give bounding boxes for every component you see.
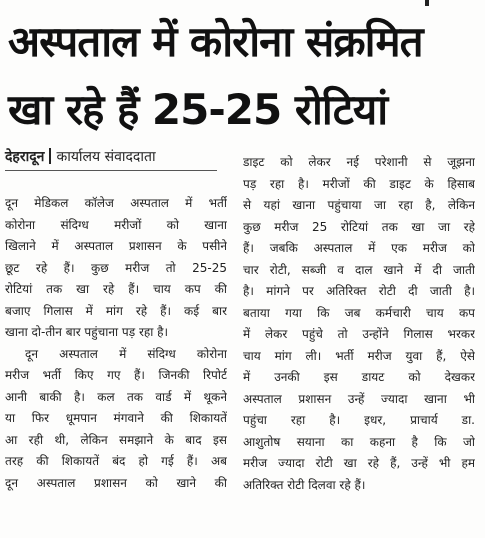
article-paragraph-2-body bbox=[5, 365, 227, 494]
text-line: तरह की शिकायतें बंद हो गई हैं। अब bbox=[5, 454, 227, 468]
headline-line-2: खा रहे हैं 25-25 रोटियां bbox=[8, 85, 388, 134]
text-line: आ रही थी, लेकिन समझाने के बाद इस bbox=[5, 432, 227, 447]
text-line: मरीज भर्ती किए गए हैं। जिनकी रिपोर्ट bbox=[5, 368, 227, 382]
text-line: आशुतोष सयाना का कहना है कि जो bbox=[243, 434, 475, 449]
byline-rule bbox=[5, 170, 217, 171]
text-line: चार रोटी, सब्जी व दाल खाने में दी जाती bbox=[243, 262, 475, 277]
text-line: से यहां खाना पहुंचाया जा रहा है, लेकिन bbox=[243, 198, 475, 212]
text-line: कुछ मरीज 25 रोटियां तक खा जा रहे bbox=[243, 219, 475, 234]
text-line: दून मेडिकल कॉलेज अस्पताल में भर्ती bbox=[5, 196, 227, 210]
text-line: दून अस्पताल में संदिग्ध कोरोना bbox=[25, 346, 227, 361]
text-line: आनी बाकी है। कल तक वार्ड में थूकने bbox=[5, 389, 227, 404]
column-divider-mark bbox=[425, 0, 429, 6]
article-left-column bbox=[5, 193, 227, 494]
text-line: बताया गया कि जब कर्मचारी चाय कप bbox=[243, 305, 475, 320]
byline bbox=[5, 147, 156, 167]
text-line: छूट रहे हैं। कुछ मरीज तो 25-25 bbox=[5, 260, 227, 275]
article-right-column bbox=[243, 152, 475, 496]
byline-place: देहरादून bbox=[5, 149, 45, 165]
text-line: खाना दो-तीन बार पहुंचाना पड़ रहा है। bbox=[5, 325, 169, 339]
text-line: या फिर धूमपान मंगवाने की शिकायतें bbox=[5, 411, 227, 425]
text-line: दून अस्पताल प्रशासन को खाने की bbox=[5, 475, 227, 490]
text-line: रोटियां तक खा रहे हैं। चाय कप की bbox=[5, 282, 227, 296]
text-line: खिलाने में अस्पताल प्रशासन के पसीने bbox=[5, 239, 227, 253]
text-line: में उनकी इस डायट को देखकर bbox=[243, 370, 475, 384]
text-line: पहुंचा रहा है। इधर, प्राचार्य डा. bbox=[243, 413, 475, 427]
byline-separator bbox=[49, 148, 51, 164]
text-line: डाइट को लेकर नई परेशानी से जूझना bbox=[243, 155, 475, 169]
text-line: चाय मांग ली। भर्ती मरीज युवा हैं, ऐसे bbox=[243, 348, 475, 363]
text-line: है। मांगने पर अतिरिक्त रोटी दी जाती है। bbox=[243, 284, 475, 298]
article-paragraph-1 bbox=[5, 193, 227, 344]
article-paragraph-2 bbox=[5, 344, 227, 366]
byline-desk: कार्यालय संवाददाता bbox=[56, 149, 156, 165]
text-line: हैं। जबकि अस्पताल में एक मरीज को bbox=[243, 241, 475, 255]
text-line: कोरोना संदिग्ध मरीजों को खाना bbox=[5, 217, 227, 232]
headline-line-1: अस्पताल में कोरोना संक्रमित bbox=[8, 17, 423, 66]
text-line: पड़ रहा है। मरीजों की डाइट के हिसाब bbox=[243, 176, 475, 191]
text-line: बजाए गिलास में मांग रहे हैं। कई बार bbox=[5, 303, 227, 318]
text-line: में लेकर पहुंचे तो उन्होंने गिलास भरकर bbox=[243, 327, 475, 341]
text-line: अतिरिक्त रोटी दिलवा रहे हैं। bbox=[243, 477, 366, 492]
text-line: अस्पताल प्रशासन उन्हें ज्यादा खाना भी bbox=[243, 391, 475, 406]
text-line: मरीज ज्यादा रोटी खा रहे हैं, उन्हें भी हम bbox=[243, 456, 475, 470]
